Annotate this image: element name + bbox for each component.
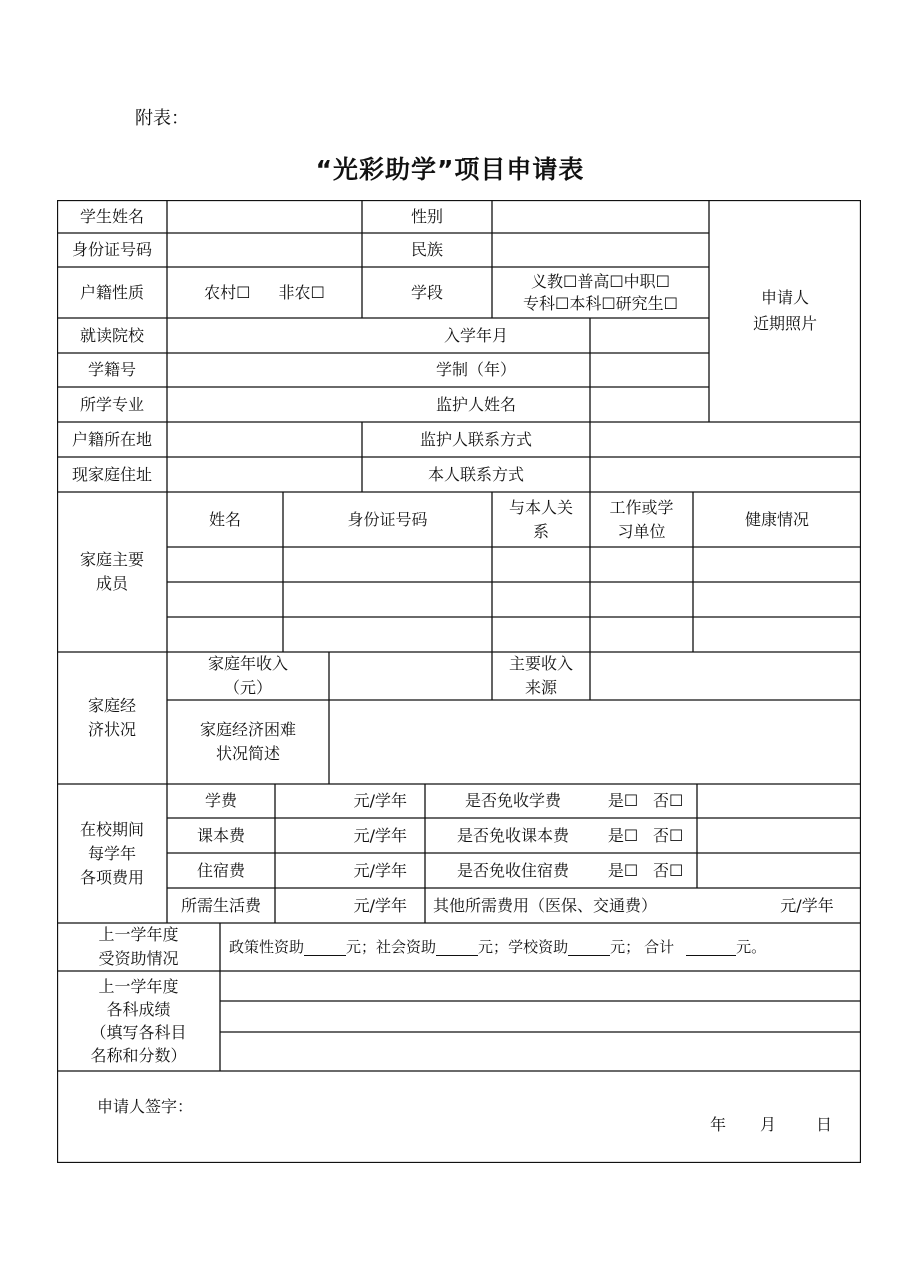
annual-income-label: 家庭年收入 （元） [207,654,288,697]
rural-checkbox[interactable]: 农村☐ [204,282,251,302]
nonrural-checkbox[interactable]: 非农☐ [278,282,325,302]
household-type-options [167,267,362,318]
lodging-unit[interactable]: 元/学年 [353,860,407,880]
grades-field[interactable] [220,971,861,1071]
hardship-label: 家庭经济困难 状况简述 [199,720,296,763]
economy-label: 家庭经 济状况 [87,696,136,739]
lodging-exempt-label: 是否免收住宿费 [456,860,569,880]
application-form [57,200,861,1163]
tuition-unit[interactable]: 元/学年 [353,791,407,810]
household-location-label: 户籍所在地 [71,429,152,449]
family-members-label: 家庭主要 成员 [79,550,144,593]
living-unit[interactable]: 元/学年 [353,895,407,915]
total-aid-blank[interactable] [686,939,736,956]
grades-label: 上一学年度 各科成绩 （填写各科目 名称和分数） [90,977,187,1065]
books-unit[interactable]: 元/学年 [353,825,407,845]
school-stage-label: 学段 [410,282,443,302]
school-stage-options[interactable] [492,267,709,318]
guardian-name-label: 监护人姓名 [435,394,516,414]
lodging-no-checkbox[interactable]: 否☐ [653,860,684,880]
stage-options-line1[interactable]: 义教☐普高☐中职☐ [530,271,671,291]
other-fees-label: 其他所需费用（医保、交通费） [433,895,658,915]
tuition-yes-checkbox[interactable]: 是☐ [607,791,639,810]
student-name-label: 学生姓名 [79,206,144,226]
ethnicity-field[interactable] [492,233,709,267]
books-exempt-label: 是否免收课本费 [456,825,569,845]
student-name-field[interactable] [167,200,362,233]
lodging-exempt-row [433,853,697,888]
family-col-relation: 与本人关 系 [508,497,573,541]
living-label: 所需生活费 [180,895,261,915]
self-contact-label: 本人联系方式 [427,464,524,484]
sign-day-label: 日 [815,1115,832,1134]
sign-year-label: 年 [709,1115,726,1134]
income-source-label: 主要收入 来源 [508,654,573,697]
family-col-name: 姓名 [208,509,241,529]
aid-sentence: 政策性资助 元； 社会资助 元； 学校资助 元； 合计 元。 [229,938,767,956]
social-aid-blank[interactable] [436,939,478,956]
id-number-field[interactable] [167,233,362,267]
school-aid-blank[interactable] [568,939,610,956]
photo-label-line2: 近期照片 [752,314,817,333]
stage-options-line2[interactable]: 专科☐本科☐研究生☐ [522,293,679,313]
tuition-no-checkbox[interactable]: 否☐ [653,791,684,810]
books-exempt-row [433,818,697,853]
ethnicity-label: 民族 [410,240,443,259]
photo-box[interactable] [709,200,861,422]
annual-income-field[interactable] [329,652,492,700]
signature-label: 申请人签字： [97,1097,194,1116]
id-number-label: 身份证号码 [71,240,152,259]
enroll-date-label: 入学年月 [443,325,508,345]
form-title: “光彩助学”项目申请表 [315,155,585,184]
lodging-yes-checkbox[interactable]: 是☐ [607,860,639,880]
photo-label-line1: 申请人 [760,288,809,307]
gender-field[interactable] [492,200,709,233]
guardian-contact-label: 监护人联系方式 [419,429,532,449]
aid-label: 上一学年度 受资助情况 [98,925,179,968]
household-type-label: 户籍性质 [79,282,144,302]
policy-aid-blank[interactable] [304,939,346,956]
attachment-label: 附表： [135,108,189,129]
enroll-date-field[interactable] [590,318,709,353]
books-yes-checkbox[interactable]: 是☐ [607,825,639,845]
income-source-field[interactable] [590,652,861,700]
family-col-id: 身份证号码 [347,509,428,529]
school-label: 就读院校 [79,325,144,345]
tuition-exempt-label: 是否免收学费 [464,791,561,810]
books-no-checkbox[interactable]: 否☐ [653,825,684,845]
gender-label: 性别 [410,206,443,226]
family-col-health: 健康情况 [744,509,809,529]
tuition-label: 学费 [204,791,237,810]
hardship-field[interactable] [329,700,861,784]
current-address-label: 现家庭住址 [71,464,152,484]
student-no-label: 学籍号 [87,360,136,379]
duration-label: 学制（年） [435,360,516,379]
other-fees-unit[interactable]: 元/学年 [780,895,834,915]
tuition-exempt-row [433,784,697,818]
lodging-label: 住宿费 [196,860,245,880]
family-col-work: 工作或学 习单位 [609,497,674,541]
major-label: 所学专业 [79,394,144,414]
sign-month-label: 月 [759,1115,776,1134]
fees-label: 在校期间 每学年 各项费用 [79,819,144,887]
books-label: 课本费 [196,825,245,845]
